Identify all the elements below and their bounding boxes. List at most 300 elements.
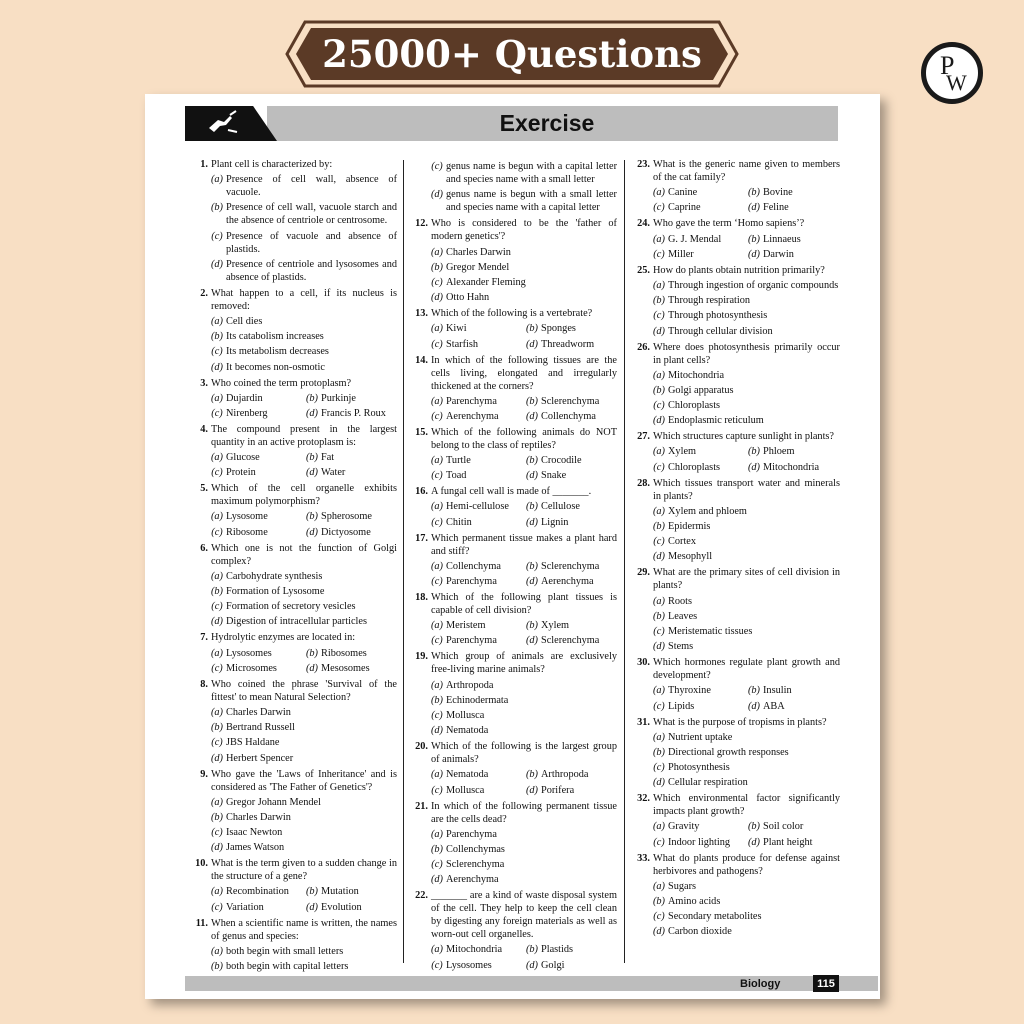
option-letter: (a) (430, 395, 443, 407)
option-letter: (a) (652, 731, 665, 743)
option-text: Lysosomes (446, 959, 492, 971)
question-item (412, 591, 617, 647)
option-text: Cell dies (226, 315, 263, 327)
option (412, 679, 617, 692)
option-letter: (a) (430, 323, 443, 335)
option-letter: (c) (653, 461, 665, 473)
option (192, 721, 397, 734)
option-letter: (b) (652, 746, 665, 758)
option (208, 510, 303, 523)
option-row (192, 662, 397, 675)
option-row (634, 186, 840, 199)
question-number: 19. (415, 651, 428, 663)
option-text: Nematoda (446, 725, 489, 737)
option-text: Fat (321, 452, 335, 464)
option-text: Charles Darwin (446, 246, 511, 258)
option-text: Nutrient uptake (668, 731, 733, 743)
question-text: Hydrolytic enzymes are located in: (211, 632, 356, 644)
question-text: How do plants obtain nutrition primarily? (653, 264, 825, 276)
option-letter: (d) (652, 325, 665, 337)
option-text: ABA (763, 700, 785, 712)
option-letter: (d) (525, 784, 538, 796)
option-letter: (d) (525, 338, 538, 350)
option-text: Golgi apparatus (668, 384, 734, 396)
option-text: Otto Hahn (446, 292, 490, 304)
option-letter: (d) (525, 635, 538, 647)
option-text: Sclerenchyma (541, 560, 600, 572)
option (412, 261, 617, 274)
option (412, 694, 617, 707)
option-letter: (a) (210, 945, 223, 957)
option (650, 233, 745, 246)
option-letter: (b) (747, 685, 760, 697)
option-text: Xylem and phloem (668, 505, 747, 517)
option-text: both begin with small letters (226, 945, 344, 957)
option-letter: (b) (525, 395, 538, 407)
option (192, 811, 397, 824)
option-text: Through photosynthesis (668, 310, 768, 322)
option-letter: (c) (211, 827, 223, 839)
option-text: Nirenberg (226, 407, 268, 419)
question-item (634, 264, 840, 338)
option-row (412, 322, 617, 335)
option-row (634, 248, 840, 261)
option-letter: (c) (431, 410, 443, 422)
question-number: 7. (200, 632, 208, 644)
option (745, 201, 840, 214)
option-text: Aerenchyma (446, 410, 499, 422)
option-text: both begin with capital letters (226, 961, 349, 972)
option-letter: (d) (747, 202, 760, 214)
option (523, 943, 618, 956)
question-header (634, 430, 840, 443)
option (412, 709, 617, 722)
option-row (192, 451, 397, 464)
option-letter: (d) (430, 725, 443, 737)
question-text: What is the term given to a sudden change in the structure of a gene? (211, 858, 397, 883)
option-text: Xylem (541, 620, 570, 632)
option-text: Sclerenchyma (446, 859, 505, 871)
option-text: Endoplasmic reticulum (668, 415, 764, 427)
option (428, 395, 523, 408)
option-letter: (b) (652, 384, 665, 396)
option-row (412, 516, 617, 529)
option-letter: (a) (210, 796, 223, 808)
option-letter: (b) (747, 446, 760, 458)
banner-title: 25000+ Questions (322, 32, 702, 76)
option-text: Through cellular division (668, 325, 773, 337)
question-text: Who coined the phrase 'Survival of the fittest' to mean Natural Selection? (211, 678, 397, 703)
question-text: Which tissues transport water and minerals in plants? (653, 477, 840, 502)
option (412, 246, 617, 259)
option-text: Parenchyma (446, 828, 497, 840)
question-text: Which one is not the function of Golgi complex? (211, 542, 397, 567)
option (634, 731, 840, 744)
option-letter: (b) (747, 233, 760, 245)
option-text: Herbert Spencer (226, 752, 294, 764)
option-text: Mollusca (446, 709, 485, 721)
option-letter: (c) (431, 338, 443, 350)
option-row (634, 201, 840, 214)
option-letter: (c) (211, 662, 223, 674)
option-text: Sponges (541, 323, 576, 335)
option-letter: (b) (210, 961, 223, 972)
option-letter: (d) (652, 926, 665, 938)
option-letter: (c) (653, 911, 665, 923)
option (412, 160, 617, 186)
option (192, 330, 397, 343)
option (303, 647, 398, 660)
option-row (412, 768, 617, 781)
option-text: Sugars (668, 880, 697, 892)
option-letter: (b) (210, 202, 223, 214)
option-text: Canine (668, 187, 698, 199)
option (412, 276, 617, 289)
option (745, 445, 840, 458)
option (634, 910, 840, 923)
option (412, 828, 617, 841)
page-title: Exercise (499, 110, 595, 136)
option-text: Starfish (446, 338, 479, 350)
option (523, 784, 618, 797)
option-letter: (d) (305, 526, 318, 538)
option-letter: (b) (210, 331, 223, 343)
option (634, 746, 840, 759)
option-letter: (a) (210, 315, 223, 327)
question-text: Which of the following is the largest group of animals? (431, 741, 617, 766)
option-letter: (c) (431, 276, 443, 288)
option-text: Stems (668, 641, 694, 653)
question-header (412, 307, 617, 320)
option (745, 700, 840, 713)
question-item (192, 482, 397, 538)
question-column-1 (192, 158, 397, 976)
question-item (412, 426, 617, 482)
question-item (192, 423, 397, 479)
option (650, 836, 745, 849)
question-number: 4. (200, 423, 208, 435)
question-text: What do plants produce for defense against herbivores and pathogens? (653, 852, 840, 877)
option-text: Lysosomes (226, 647, 272, 659)
option-text: Directional growth responses (668, 746, 789, 758)
question-text: Where does photosynthesis primarily occur in plant cells? (653, 341, 840, 366)
question-number: 25. (637, 264, 650, 276)
option-text: Mesosomes (321, 662, 370, 674)
option-text: Chitin (446, 516, 472, 528)
option-text: Aerenchyma (541, 576, 594, 587)
option-text: Threadworm (541, 338, 595, 350)
option-text: Cellular respiration (668, 777, 748, 789)
option-text: Lysosome (226, 511, 268, 523)
option-row (412, 943, 617, 956)
option-letter: (a) (210, 706, 223, 718)
option (208, 392, 303, 405)
option (192, 201, 397, 227)
option-letter: (b) (747, 821, 760, 833)
question-number: 28. (637, 477, 650, 489)
option-row (412, 500, 617, 513)
option (634, 414, 840, 427)
option-text: Ribosomes (321, 647, 367, 659)
option-text: Mollusca (446, 784, 485, 796)
question-number: 24. (637, 218, 650, 230)
option-text: Parenchyma (446, 395, 497, 407)
option-text: Nematoda (446, 769, 489, 781)
question-item (192, 678, 397, 765)
footer-subject: Biology (740, 977, 781, 990)
column-divider (403, 160, 404, 963)
question-number: 16. (415, 486, 428, 498)
question-number: 6. (200, 542, 208, 554)
option (303, 451, 398, 464)
option-letter: (a) (210, 647, 223, 659)
option (192, 345, 397, 358)
option-text: Miller (668, 248, 694, 260)
option-text: Epidermis (668, 521, 711, 532)
option (634, 294, 840, 307)
question-text: What happen to a cell, if its nucleus is removed: (211, 287, 397, 312)
option (303, 885, 398, 898)
option-text: Sclerenchyma (541, 635, 600, 647)
question-header (192, 857, 397, 883)
option-letter: (a) (652, 279, 665, 291)
option-letter: (c) (431, 859, 443, 871)
option (523, 410, 618, 423)
logo-letter-p: P (940, 51, 955, 80)
option (192, 615, 397, 628)
question-text: The compound present in the largest quantity in an active protoplasm is: (211, 423, 397, 448)
option-text: Chloroplasts (668, 461, 721, 473)
option (650, 461, 745, 474)
question-header (634, 852, 840, 878)
option-letter: (a) (430, 620, 443, 632)
option-letter: (b) (525, 769, 538, 781)
question-text: A fungal cell wall is made of _______. (431, 486, 592, 498)
option (650, 700, 745, 713)
option-letter: (c) (431, 709, 443, 721)
option-text: Recombination (226, 886, 289, 898)
option-letter: (a) (652, 505, 665, 517)
option (745, 233, 840, 246)
option-letter: (a) (210, 570, 223, 582)
question-header (192, 482, 397, 508)
option-letter: (d) (525, 470, 538, 482)
option-text: Amino acids (668, 896, 721, 907)
question-item (192, 542, 397, 629)
option (634, 520, 840, 533)
question-text: When a scientific name is written, the names of genus and species: (211, 917, 397, 942)
option-text: Meristem (446, 620, 486, 632)
option-text: Dictyosome (321, 526, 371, 538)
option-text: Darwin (763, 248, 794, 260)
option-text: Presence of centriole and lysosomes and absence of plastids. (226, 258, 397, 283)
question-number: 9. (200, 768, 208, 780)
option-letter: (d) (430, 189, 443, 201)
option (523, 575, 618, 588)
option-letter: (b) (210, 586, 223, 597)
option (428, 619, 523, 632)
question-item (192, 857, 397, 913)
option (523, 634, 618, 647)
option-letter: (c) (211, 467, 223, 479)
option-row (192, 466, 397, 479)
option-letter: (a) (430, 679, 443, 691)
option-letter: (d) (305, 662, 318, 674)
option-letter: (b) (525, 944, 538, 956)
option-text: Its metabolism decreases (226, 346, 329, 358)
option-text: Plastids (541, 944, 574, 956)
option (634, 640, 840, 653)
option (634, 384, 840, 397)
option-letter: (a) (652, 595, 665, 607)
question-number: 29. (637, 567, 650, 579)
option-letter: (c) (653, 536, 665, 548)
page-number: 115 (813, 975, 839, 992)
question-number: 15. (415, 426, 428, 438)
option-text: Its catabolism increases (226, 331, 324, 343)
option (208, 451, 303, 464)
option (192, 315, 397, 328)
question-header (634, 341, 840, 367)
question-text: Which of the following is a vertebrate? (431, 308, 593, 320)
question-item (192, 631, 397, 674)
option-row (412, 575, 617, 588)
question-header (634, 792, 840, 818)
option-text: Purkinje (321, 392, 356, 404)
option-row (192, 392, 397, 405)
option-letter: (b) (430, 843, 443, 855)
option (634, 279, 840, 292)
option (745, 248, 840, 261)
option-letter: (a) (210, 174, 223, 186)
question-number: 17. (415, 532, 428, 544)
question-text: Which of the cell organelle exhibits maximum polymorphism? (211, 483, 397, 508)
option-text: Mutation (321, 886, 359, 898)
option-letter: (d) (305, 901, 318, 913)
option-letter: (b) (525, 323, 538, 335)
option-text: Digestion of intracellular particles (226, 616, 367, 628)
question-item (634, 852, 840, 939)
option-text: Secondary metabolites (668, 911, 762, 923)
option-text: It becomes non-osmotic (226, 361, 325, 373)
option-letter: (c) (653, 625, 665, 637)
option (650, 186, 745, 199)
option-letter: (c) (653, 700, 665, 712)
option (650, 248, 745, 261)
option-letter: (d) (747, 700, 760, 712)
question-item (412, 740, 617, 796)
option-text: JBS Haldane (226, 737, 280, 749)
option (192, 945, 397, 958)
option-letter: (c) (431, 470, 443, 482)
option-text: Lipids (668, 700, 695, 712)
option-letter: (d) (525, 410, 538, 422)
option (208, 526, 303, 539)
option (650, 201, 745, 214)
option (634, 925, 840, 938)
option-text: Carbon dioxide (668, 926, 732, 938)
option-letter: (c) (211, 346, 223, 358)
question-text: What is the generic name given to members of the cat family? (653, 159, 840, 183)
option (523, 338, 618, 351)
option-letter: (a) (652, 880, 665, 892)
hand-writing-icon (206, 110, 240, 136)
option-text: Mitochondria (446, 944, 503, 956)
option-letter: (a) (652, 187, 665, 199)
option-letter: (a) (430, 769, 443, 781)
question-item (634, 656, 840, 712)
question-text: Which of the following animals do NOT belong to the class of reptiles? (431, 426, 617, 451)
option (428, 410, 523, 423)
option-letter: (b) (430, 261, 443, 273)
option-letter: (a) (210, 392, 223, 404)
option (523, 322, 618, 335)
option-letter: (d) (210, 752, 223, 764)
option-letter: (a) (652, 233, 665, 245)
option (428, 516, 523, 529)
option-text: Roots (668, 595, 693, 607)
option-letter: (b) (210, 722, 223, 734)
option-row (634, 461, 840, 474)
question-text: In which of the following tissues are the cells living, elongated and irregularly thickened at the corners? (431, 354, 617, 392)
option-text: Mesophyll (668, 551, 713, 563)
option-text: Variation (226, 901, 264, 913)
option (745, 836, 840, 849)
question-text: Which hormones regulate plant growth and development? (653, 657, 840, 682)
option (192, 361, 397, 374)
option-letter: (c) (211, 601, 223, 613)
option (412, 858, 617, 871)
option-letter: (d) (652, 641, 665, 653)
question-header (412, 740, 617, 766)
column-divider (624, 160, 625, 963)
option (412, 843, 617, 856)
option-letter: (b) (652, 896, 665, 907)
option-row (192, 647, 397, 660)
option (303, 466, 398, 479)
option-row (412, 395, 617, 408)
option-text: Golgi (541, 959, 565, 971)
option-row (192, 510, 397, 523)
option (192, 258, 397, 284)
option (745, 820, 840, 833)
option-row (192, 901, 397, 914)
option (523, 516, 618, 529)
question-header (634, 217, 840, 230)
option-letter: (c) (653, 836, 665, 848)
option-text: Caprine (668, 202, 701, 214)
question-number: 33. (637, 852, 650, 864)
option-row (412, 784, 617, 797)
option (634, 625, 840, 638)
question-item (412, 532, 617, 588)
option-letter: (c) (653, 762, 665, 774)
option (634, 595, 840, 608)
question-header (634, 566, 840, 592)
option-text: Collenchyma (541, 410, 596, 422)
option (428, 454, 523, 467)
question-header (412, 485, 617, 498)
option (634, 399, 840, 412)
question-item (412, 160, 617, 214)
pw-logo (921, 42, 983, 104)
option-text: Cellulose (541, 501, 580, 513)
option (428, 784, 523, 797)
question-number: 3. (200, 377, 208, 389)
option-letter: (d) (747, 461, 760, 473)
question-header (192, 768, 397, 794)
option-letter: (b) (652, 295, 665, 307)
